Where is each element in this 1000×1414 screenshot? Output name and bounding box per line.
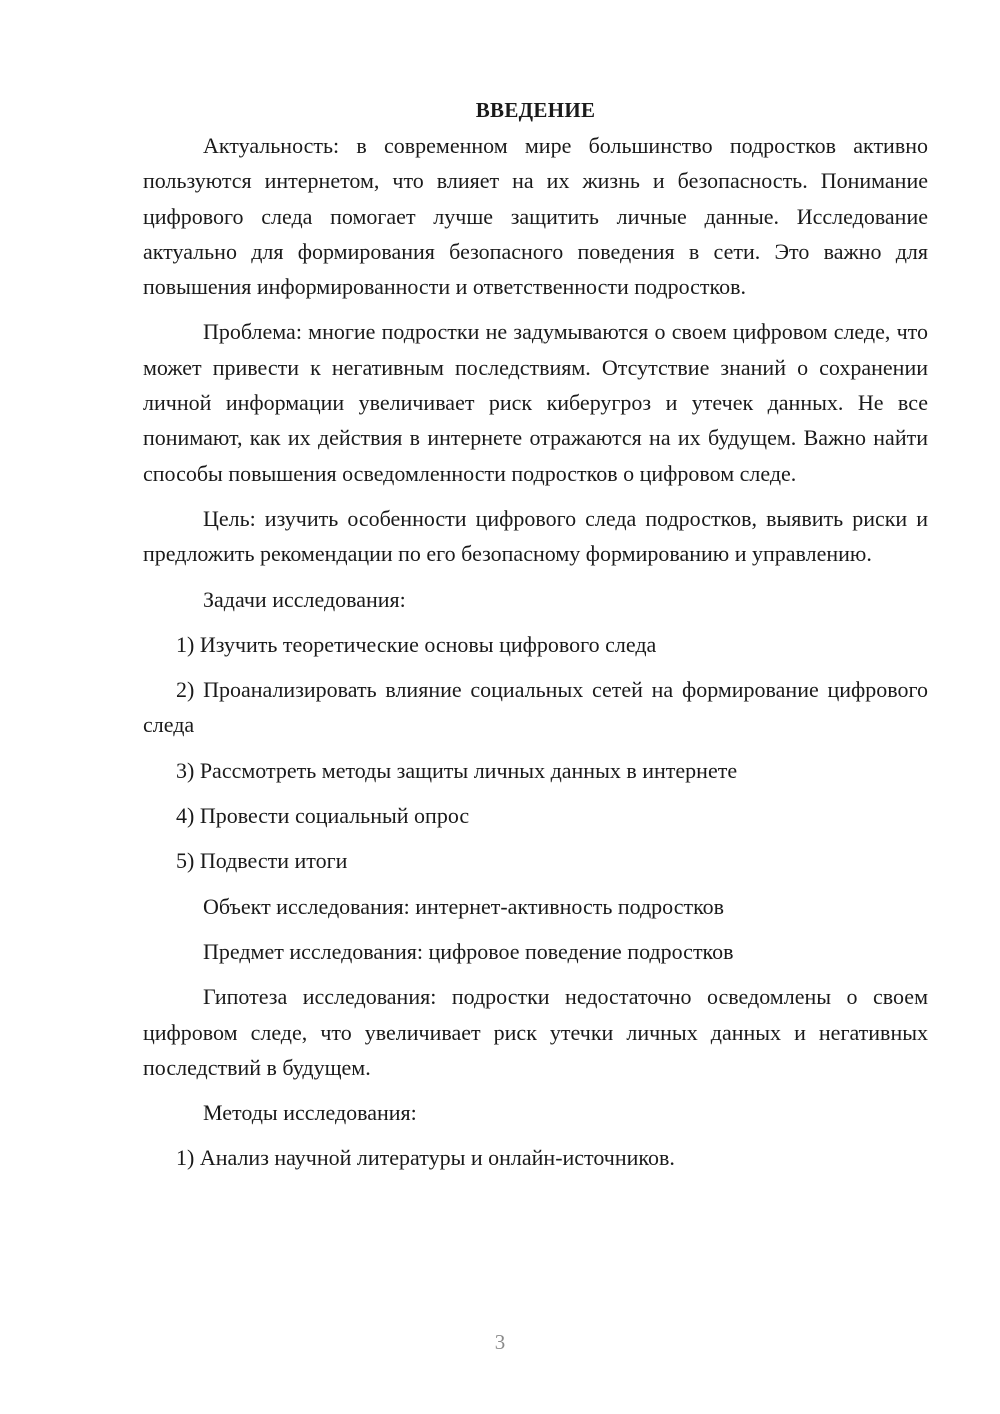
problem-paragraph: Проблема: многие подростки не задумываются о своем цифровом следе, что может привести к негативным последствиям. Отсутствие знаний о сохранении личной информации увеличивает риск киберугроз и утечек данных. Не все понимают, как их действия в интернете отражаются на их будущем. Важно найти способы повышения осведомленности подростков о цифровом следе. [143, 319, 928, 486]
method-item: 1) Анализ научной литературы и онлайн-источников. [176, 1145, 675, 1171]
page-number: 3 [494, 1330, 506, 1354]
hypothesis-paragraph: Гипотеза исследования: подростки недостаточно осведомлены о своем цифровом следе, что увеличивает риск утечки личных данных и негативных последствий в будущем. [143, 984, 928, 1080]
document-page [143, 92, 928, 1186]
tasks-heading: Задачи исследования: [203, 586, 406, 612]
task-item: 2) Проанализировать влияние социальных сетей на формирование цифрового следа [143, 677, 928, 738]
task-item: 5) Подвести итоги [176, 848, 348, 874]
section-title: ВВЕДЕНИЕ [475, 98, 596, 122]
task-item: 4) Провести социальный опрос [176, 803, 470, 829]
methods-heading: Методы исследования: [203, 1100, 417, 1126]
task-item: 1) Изучить теоретические основы цифрового следа [176, 631, 657, 657]
goal-paragraph: Цель: изучить особенности цифрового следа подростков, выявить риски и предложить рекомендации по его безопасному формированию и управлению. [143, 505, 928, 567]
task-item: 3) Рассмотреть методы защиты личных данных в интернете [176, 757, 738, 783]
research-object: Объект исследования: интернет-активность подростков [203, 893, 725, 919]
relevance-paragraph: Актуальность: в современном мире большинство подростков активно пользуются интернетом, что влияет на их жизнь и безопасность. Понимание цифрового следа помогает лучше защитить личные данные. Исследование актуально для формирования безопасного поведения в сети. Это важно для повышения информированности и ответственности подростков. [143, 133, 928, 300]
research-subject: Предмет исследования: цифровое поведение подростков [203, 938, 734, 964]
